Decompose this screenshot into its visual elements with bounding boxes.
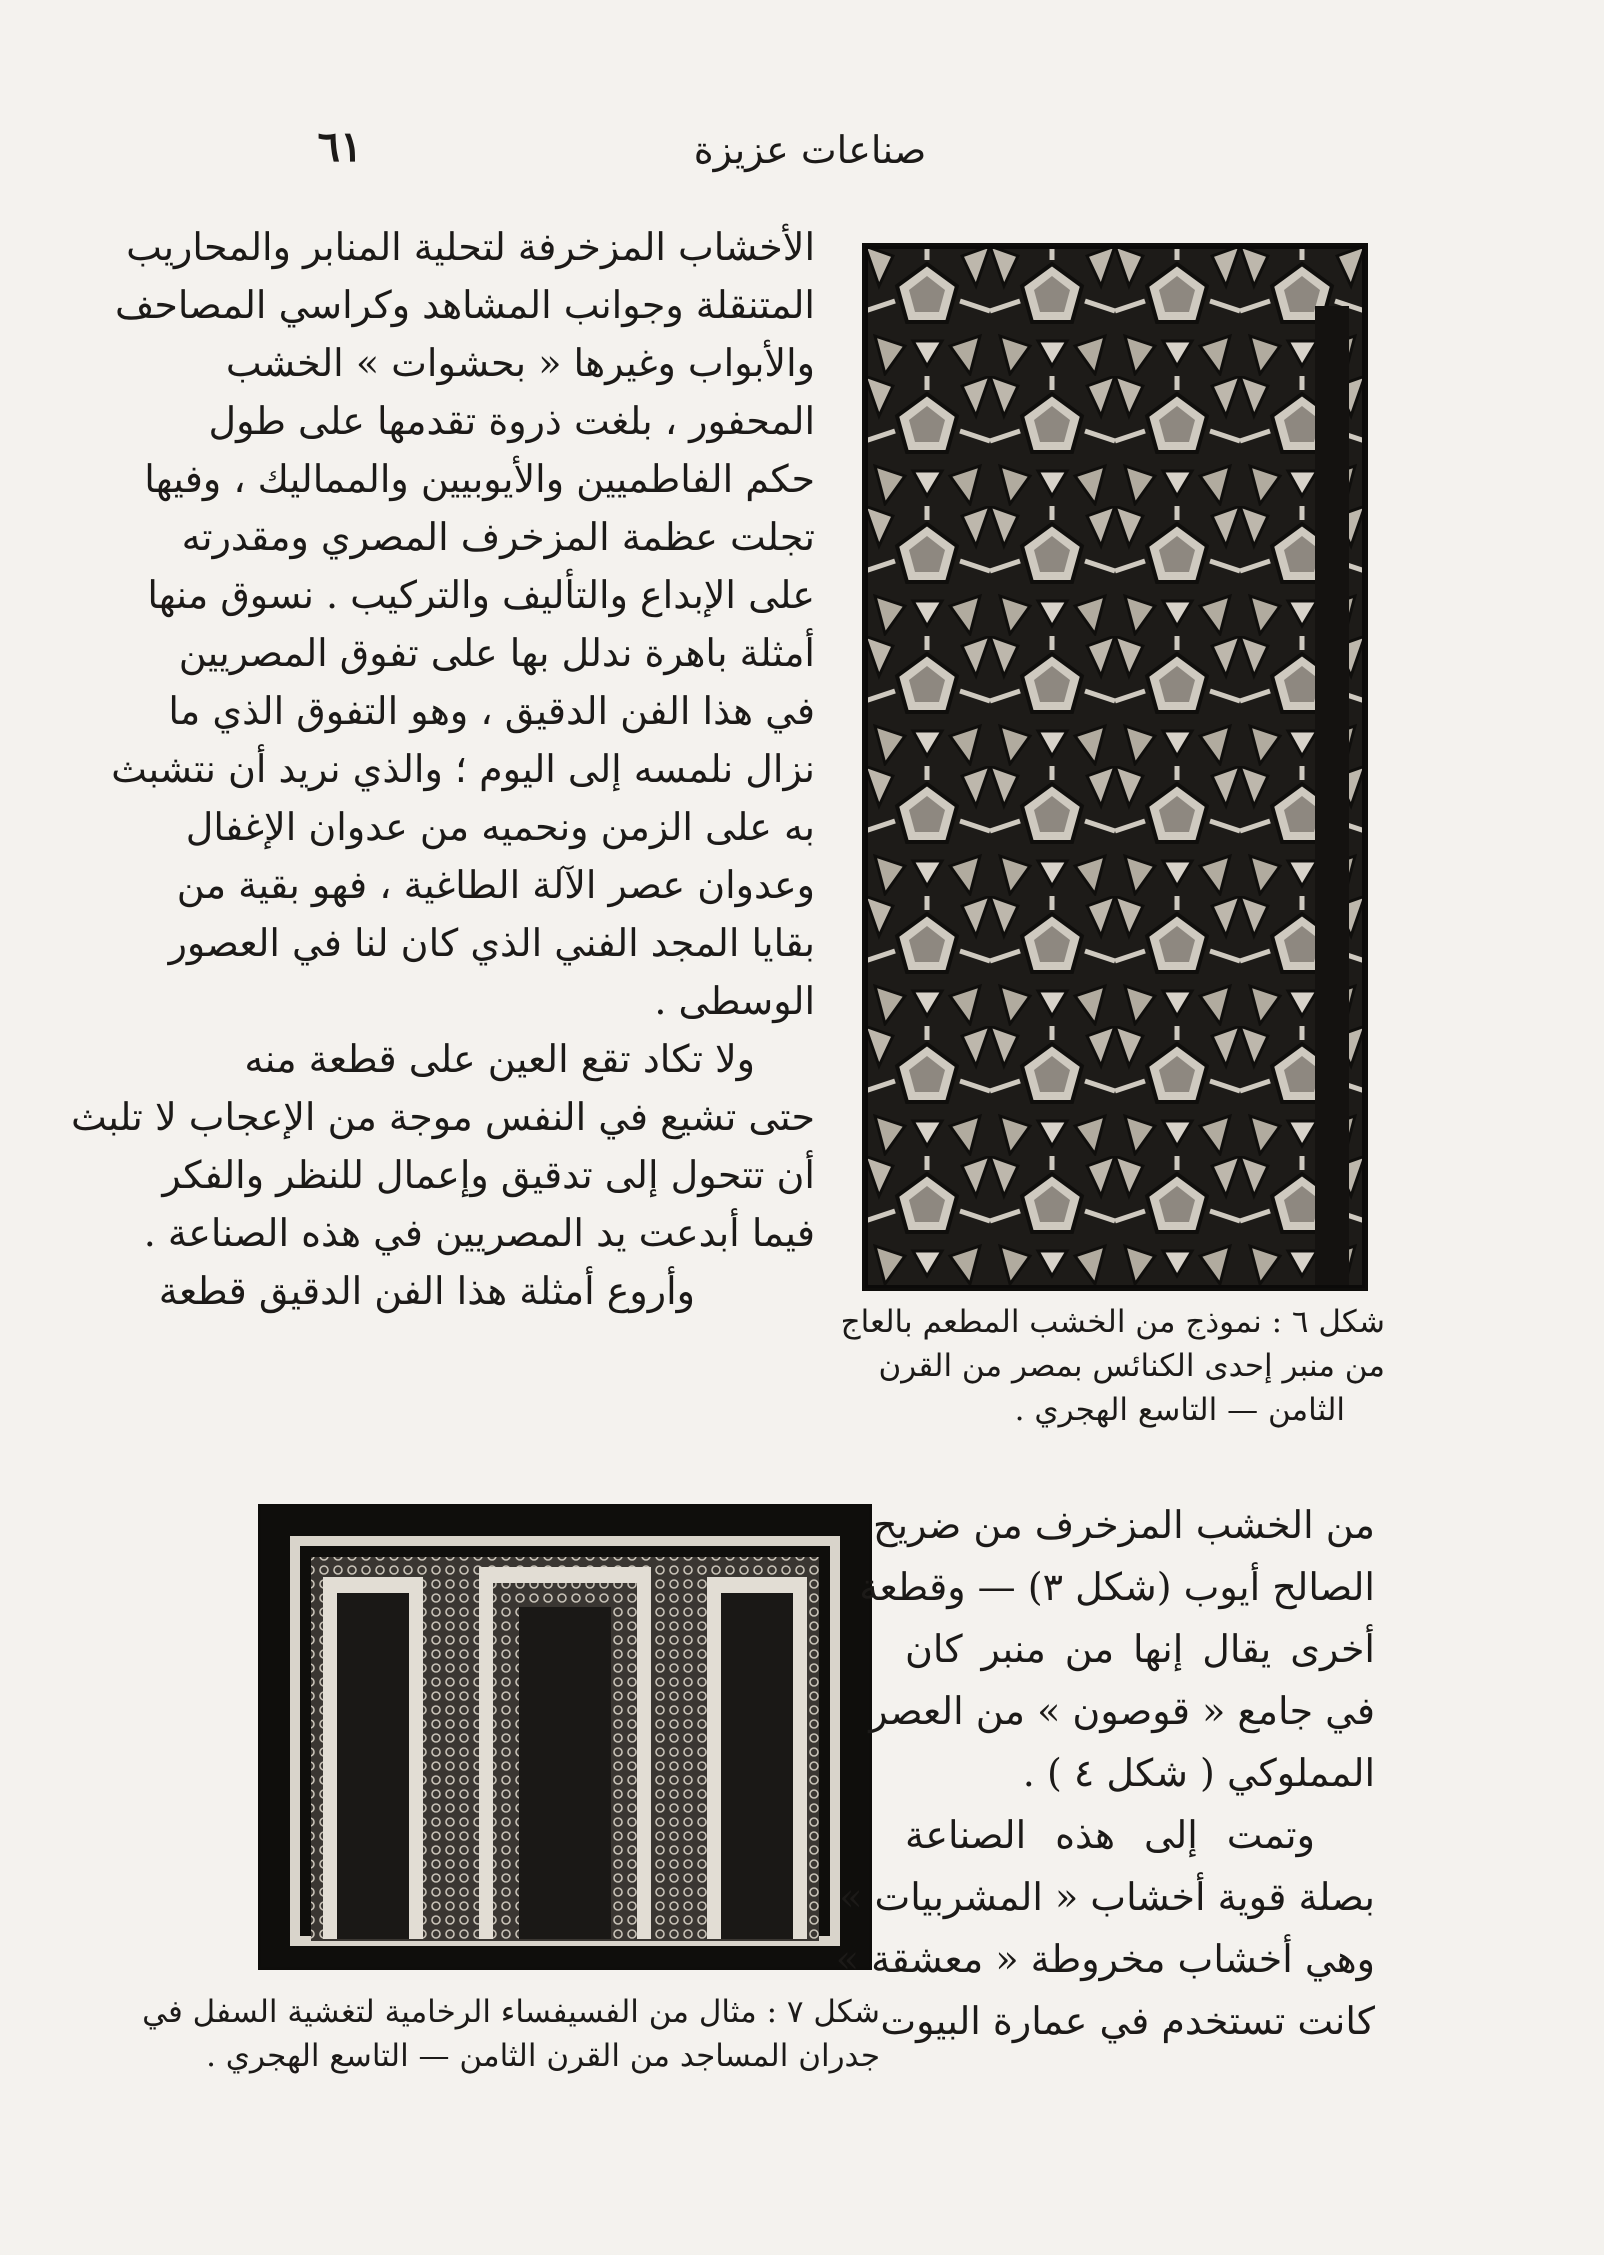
caption-line: الثامن — التاسع الهجري . xyxy=(1014,1392,1345,1428)
marble-mosaic-panel xyxy=(261,1507,869,1967)
text-line: أخرى يقال إنها من منبر كان xyxy=(905,1627,1375,1671)
text-line: بقايا المجد الفني الذي كان لنا في العصور xyxy=(168,921,815,965)
text-line: وهي أخشاب مخروطة « معشقة » xyxy=(835,1937,1375,1981)
figure-7-caption xyxy=(142,1990,880,2078)
caption-line: شكل ٦ : نموذج من الخشب المطعم بالعاج xyxy=(840,1304,1385,1340)
text-line: نزال نلمسه إلى اليوم ؛ والذي نريد أن نتشبث xyxy=(111,747,815,791)
text-line: أمثلة باهرة ندلل بها على تفوق المصريين xyxy=(178,631,815,675)
text-line: في جامع « قوصون » من العصر xyxy=(869,1689,1375,1733)
inlaid-wood-pattern xyxy=(865,246,1365,1288)
figure-7-image xyxy=(258,1504,872,1970)
text-line: المحفور ، بلغت ذروة تقدمها على طول xyxy=(208,399,815,443)
text-line: تجلت عظمة المزخرف المصري ومقدرته xyxy=(181,515,815,559)
figure-6-image xyxy=(862,243,1368,1291)
text-line: ولا تكاد تقع العين على قطعة منه xyxy=(244,1037,755,1081)
text-line: كانت تستخدم في عمارة البيوت xyxy=(880,1999,1375,2043)
running-header: صناعات عزيزة xyxy=(693,128,927,172)
text-line: فيما أبدعت يد المصريين في هذه الصناعة . xyxy=(143,1211,815,1255)
text-line: الصالح أيوب (شكل ٣) — وقطعة xyxy=(859,1565,1375,1609)
text-line: في هذا الفن الدقيق ، وهو التفوق الذي ما xyxy=(168,689,815,733)
text-line: حتى تشيع في النفس موجة من الإعجاب لا تلبث xyxy=(70,1095,815,1139)
paragraph-2 xyxy=(70,1030,815,1320)
paragraph-4 xyxy=(835,1804,1375,2052)
text-line: الوسطى . xyxy=(654,979,815,1023)
text-line: بصلة قوية أخشاب « المشربيات » xyxy=(839,1875,1375,1919)
text-line: الأخشاب المزخرفة لتحلية المنابر والمحاريب xyxy=(126,225,815,269)
text-line: وعدوان عصر الآلة الطاغية ، فهو بقية من xyxy=(176,863,815,907)
paragraph-1 xyxy=(111,218,815,1030)
paragraph-3 xyxy=(859,1494,1375,1804)
text-line: حكم الفاطميين والأيوبيين والمماليك ، وفيها xyxy=(144,457,815,501)
text-line: أن تتحول إلى تدقيق وإعمال للنظر والفكر xyxy=(162,1153,815,1197)
text-line: المتنقلة وجوانب المشاهد وكراسي المصاحف xyxy=(115,283,815,327)
figure-6-caption xyxy=(840,1300,1385,1432)
text-line: من الخشب المزخرف من ضريح xyxy=(872,1503,1375,1547)
text-line: وتمت إلى هذه الصناعة xyxy=(905,1813,1315,1857)
text-line: المملوكي ( شكل ٤ ) . xyxy=(1022,1751,1375,1795)
text-column-bottom xyxy=(835,1494,1375,2052)
text-line: وأروع أمثلة هذا الفن الدقيق قطعة xyxy=(158,1269,695,1313)
text-line: على الإبداع والتأليف والتركيب . نسوق منها xyxy=(147,573,815,617)
caption-line: من منبر إحدى الكنائس بمصر من القرن xyxy=(878,1348,1385,1384)
text-line: والأبواب وغيرها « بحشوات » الخشب xyxy=(225,341,815,385)
text-column-top xyxy=(70,218,815,1320)
text-line: به على الزمن ونحميه من عدوان الإغفال xyxy=(185,805,815,849)
caption-line: جدران المساجد من القرن الثامن — التاسع الهجري . xyxy=(206,2038,880,2074)
page-number: ٦١ xyxy=(317,122,363,171)
caption-line: شكل ٧ : مثال من الفسيفساء الرخامية لتغشية السفل في xyxy=(142,1994,880,2030)
